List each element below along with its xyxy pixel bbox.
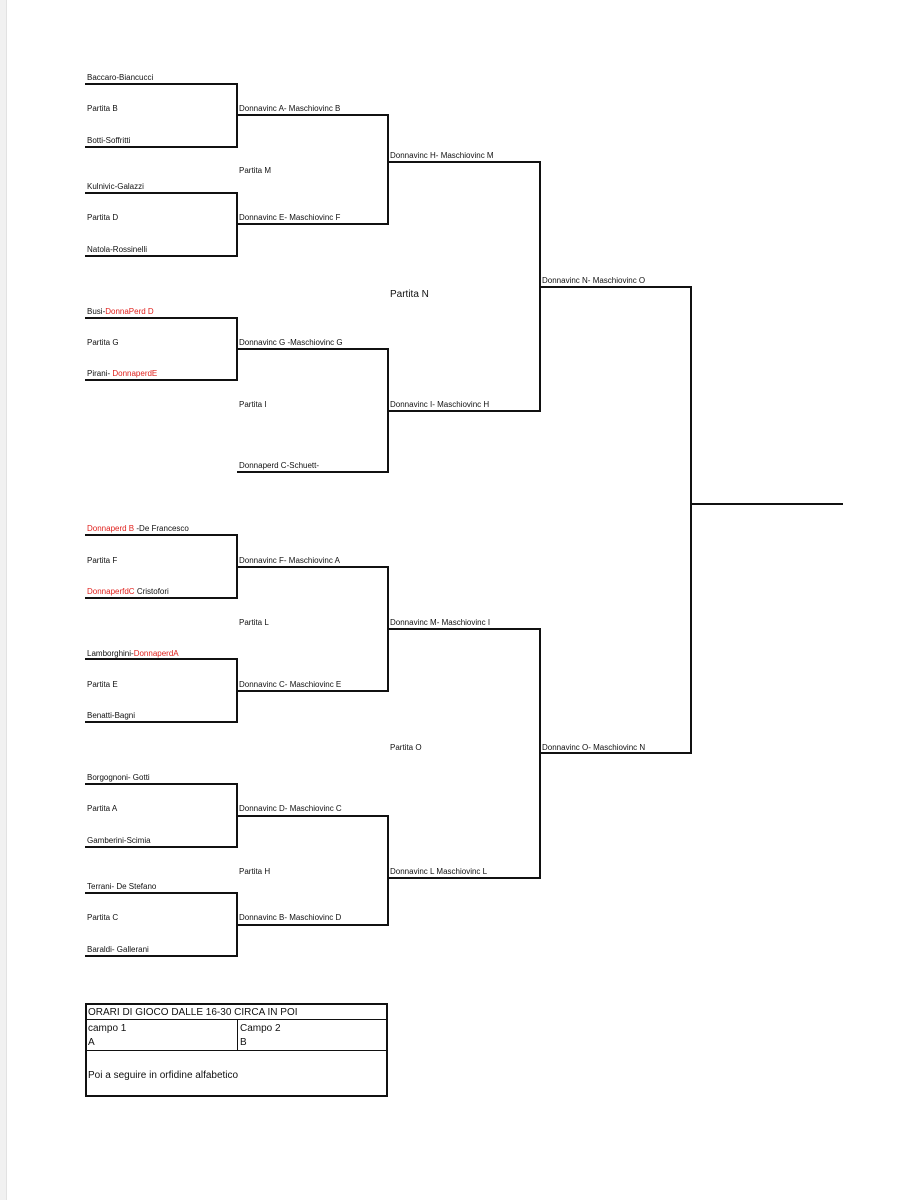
schedule-divider [237,1020,238,1051]
match-label-a: Partita A [87,804,118,813]
r3-slot-3: Donnavinc M- Maschiovinc I [390,618,491,627]
team-gamberini-scimia: Gamberini-Scimia [87,836,151,845]
r2-slot-2: Donnavinc E- Maschiovinc F [239,213,341,222]
match-label-h: Partita H [239,867,271,876]
team-busi-name: Busi- [87,307,106,316]
team-benatti-bagni: Benatti-Bagni [87,711,136,720]
match-label-n: Partita N [390,289,429,300]
r3-slot-4: Donnavinc L Maschiovinc L [390,867,488,876]
loser-tag-d: DonnaPerd D [105,307,154,316]
match-label-d: Partita D [87,213,119,222]
team-lamborghini-name: Lamborghini- [87,649,134,658]
r4-slot-1: Donnavinc N- Maschiovinc O [542,276,646,285]
schedule-header-row [87,1005,386,1020]
team-de-francesco-name: -De Francesco [134,524,189,533]
match-label-m: Partita M [239,166,272,175]
field-2-label: Campo 2 [240,1023,281,1034]
r4-slot-2: Donnavinc O- Maschiovinc N [542,743,646,752]
r2-slot-8: Donnavinc B- Maschiovinc D [239,913,342,922]
r4-connector [540,287,691,753]
team-terrani-de-stefano: Terrani- De Stefano [87,882,157,891]
team-cristofori-name: Cristofori [134,587,169,596]
schedule-title: ORARI DI GIOCO DALLE 16-30 CIRCA IN POI [88,1007,298,1018]
schedule-note-row [87,1051,386,1095]
r2-slot-3: Donnavinc G -Maschiovinc G [239,338,343,347]
team-cristofori [87,587,169,597]
r3-connector-2 [388,629,540,878]
field-2-match: B [240,1037,247,1048]
r2-slot-1: Donnavinc A- Maschiovinc B [239,104,341,113]
field-1-match: A [88,1037,95,1048]
team-baccaro-biancucci: Baccaro-Biancucci [87,73,154,82]
r3-slot-2: Donnavinc I- Maschiovinc H [390,400,490,409]
match-label-c: Partita C [87,913,119,922]
team-kulnivic-galazzi: Kulnivic-Galazzi [87,182,144,191]
match-label-i: Partita I [239,400,267,409]
loser-tag-b: Donnaperd B [87,524,135,533]
team-borgognoni-gotti: Borgognoni- Gotti [87,773,150,782]
loser-tag-c: DonnaperfdC [87,587,135,596]
loser-tag-a: DonnaperdA [133,649,179,658]
r2-connector-2 [237,349,388,472]
team-de-francesco [87,524,189,534]
schedule-fields-row [87,1020,386,1051]
team-baraldi-gallerani: Baraldi- Gallerani [87,945,149,954]
team-natola-rossinelli: Natola-Rossinelli [87,245,148,254]
match-label-g: Partita G [87,338,119,347]
team-pirani [87,369,157,379]
team-busi [87,307,154,317]
match-label-o: Partita O [390,743,422,752]
match-label-b: Partita B [87,104,118,113]
r2-slot-7: Donnavinc D- Maschiovinc C [239,804,342,813]
match-label-l: Partita L [239,618,269,627]
team-botti-soffritti: Botti-Soffritti [87,136,131,145]
field-1-label: campo 1 [88,1023,127,1034]
team-lamborghini [87,649,179,659]
match-label-f: Partita F [87,556,118,565]
schedule-table [85,1003,388,1097]
r3-connector-1 [388,162,540,411]
loser-tag-e: DonnaperdE [112,369,158,378]
team-pirani-name: Pirani- [87,369,113,378]
r2-slot-6: Donnavinc C- Maschiovinc E [239,680,342,689]
schedule-note: Poi a seguire in orfidine alfabetico [88,1070,239,1081]
r3-slot-1: Donnavinc H- Maschiovinc M [390,151,494,160]
match-label-e: Partita E [87,680,118,689]
r2-connector-3 [237,567,388,691]
r2-slot-5: Donnavinc F- Maschiovinc A [239,556,340,565]
r2-slot-4: Donnaperd C-Schuett- [239,461,320,470]
